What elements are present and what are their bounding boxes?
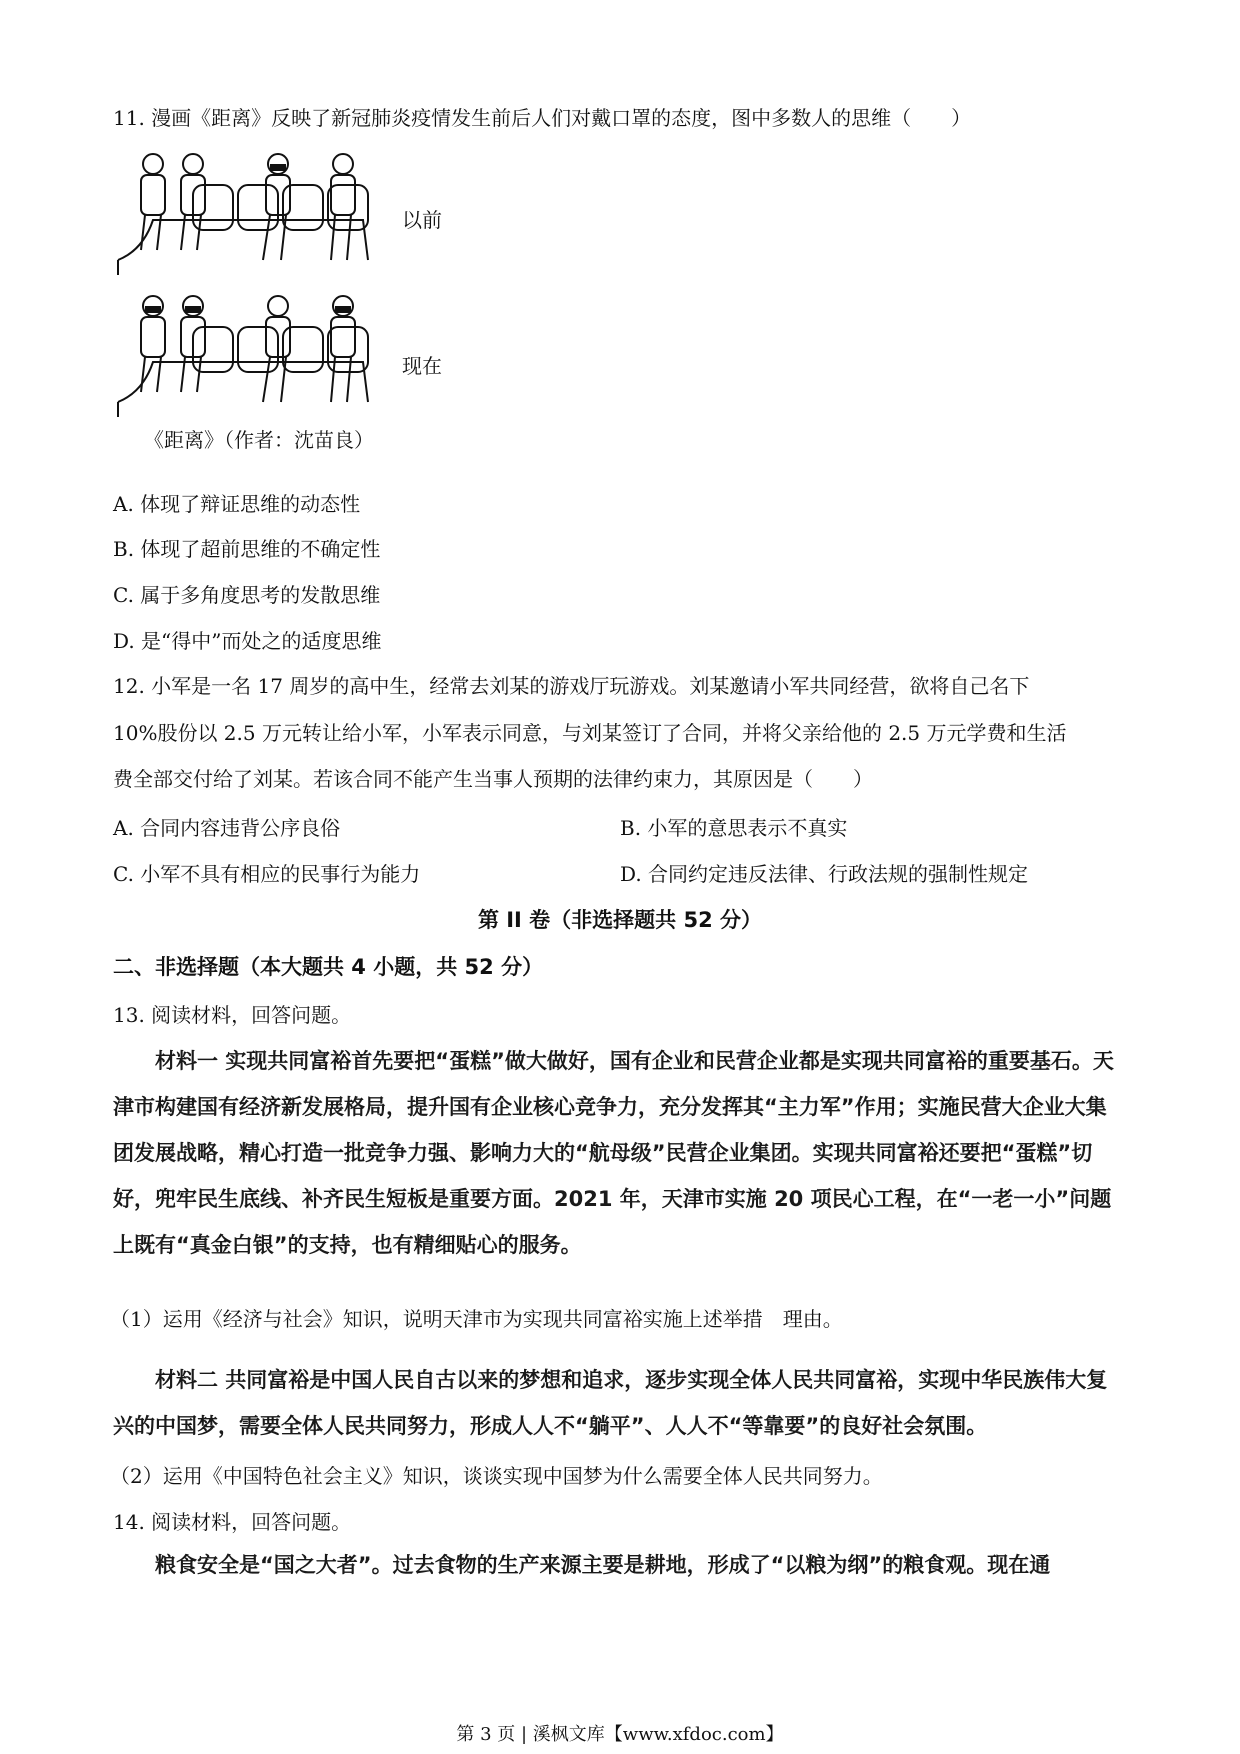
q12-option-b: B. 小军的意思表示不真实 — [620, 816, 848, 840]
q13-subquestion-2: （2）运用《中国特色社会主义》知识，谈谈实现中国梦为什么需要全体人民共同努力。 — [110, 1464, 883, 1488]
q12-option-c: C. 小军不具有相应的民事行为能力 — [113, 862, 421, 886]
q13-material-1 — [113, 1038, 1123, 1268]
q11-stem: 11. 漫画《距离》反映了新冠肺炎疫情发生前后人们对戴口罩的态度，图中多数人的思维（ ） — [113, 106, 972, 130]
q14-stem: 14. 阅读材料，回答问题。 — [113, 1510, 352, 1534]
q11-option-b: B. 体现了超前思维的不确定性 — [113, 537, 381, 561]
q13-subquestion-1: （1）运用《经济与社会》知识，说明天津市为实现共同富裕实施上述举措 理由。 — [110, 1307, 843, 1331]
q13-material-2-text: 材料二 共同富裕是中国人民自古以来的梦想和追求，逐步实现全体人民共同富裕，实现中华民族伟大复兴的中国梦，需要全体人民共同努力，形成人人不“躺平”、人人不“等靠要”的良好社会氛围。 — [113, 1368, 1108, 1438]
q12-option-a: A. 合同内容违背公序良俗 — [113, 816, 341, 840]
q12-line-3: 费全部交付给了刘某。若该合同不能产生当事人预期的法律约束力，其原因是（ ） — [113, 767, 873, 791]
cartoon-before-illustration — [113, 150, 383, 280]
part-title: 二、非选择题（本大题共 4 小题，共 52 分） — [113, 955, 544, 979]
q14-material — [113, 1542, 1123, 1588]
q13-material-2 — [113, 1357, 1123, 1449]
page-footer: 第 3 页 | 溪枫文库【www.xfdoc.com】 — [456, 1724, 784, 1745]
q12-option-d: D. 合同约定违反法律、行政法规的强制性规定 — [620, 862, 1029, 886]
section-title: 第 II 卷（非选择题共 52 分） — [477, 908, 763, 932]
q12-line-1: 12. 小军是一名 17 周岁的高中生，经常去刘某的游戏厅玩游戏。刘某邀请小军共同经营，欲将自己名下 — [113, 674, 1030, 698]
panel-now-label: 现在 — [402, 354, 442, 378]
panel-before-label: 以前 — [402, 208, 442, 232]
cartoon-now-illustration — [113, 292, 383, 422]
q14-material-text: 粮食安全是“国之大者”。过去食物的生产来源主要是耕地，形成了“以粮为纲”的粮食观。现在通 — [155, 1553, 1051, 1577]
q12-line-2: 10%股份以 2.5 万元转让给小军，小军表示同意，与刘某签订了合同，并将父亲给他的 2.5 万元学费和生活 — [113, 721, 1067, 745]
q11-option-d: D. 是“得中”而处之的适度思维 — [113, 629, 382, 653]
cartoon-caption: 《距离》（作者：沈苗良） — [144, 428, 374, 452]
q11-option-a: A. 体现了辩证思维的动态性 — [113, 492, 361, 516]
q13-stem: 13. 阅读材料，回答问题。 — [113, 1003, 352, 1027]
q13-material-1-text: 材料一 实现共同富裕首先要把“蛋糕”做大做好，国有企业和民营企业都是实现共同富裕的重要基石。天津市构建国有经济新发展格局，提升国有企业核心竞争力，充分发挥其“主力军”作用；实施民营大企业大集团发展战略，精心打造一批竞争力强、影响力大的“航母级”民营企业集团。实现共同富裕还要把“蛋糕”切好，兜牢民生底线、补齐民生短板是重要方面。2021 年，天津市实施 20 项民心工程，在“一老一小”问题上既有“真金白银”的支持，也有精细贴心的服务。 — [113, 1049, 1114, 1257]
q11-option-c: C. 属于多角度思考的发散思维 — [113, 583, 381, 607]
